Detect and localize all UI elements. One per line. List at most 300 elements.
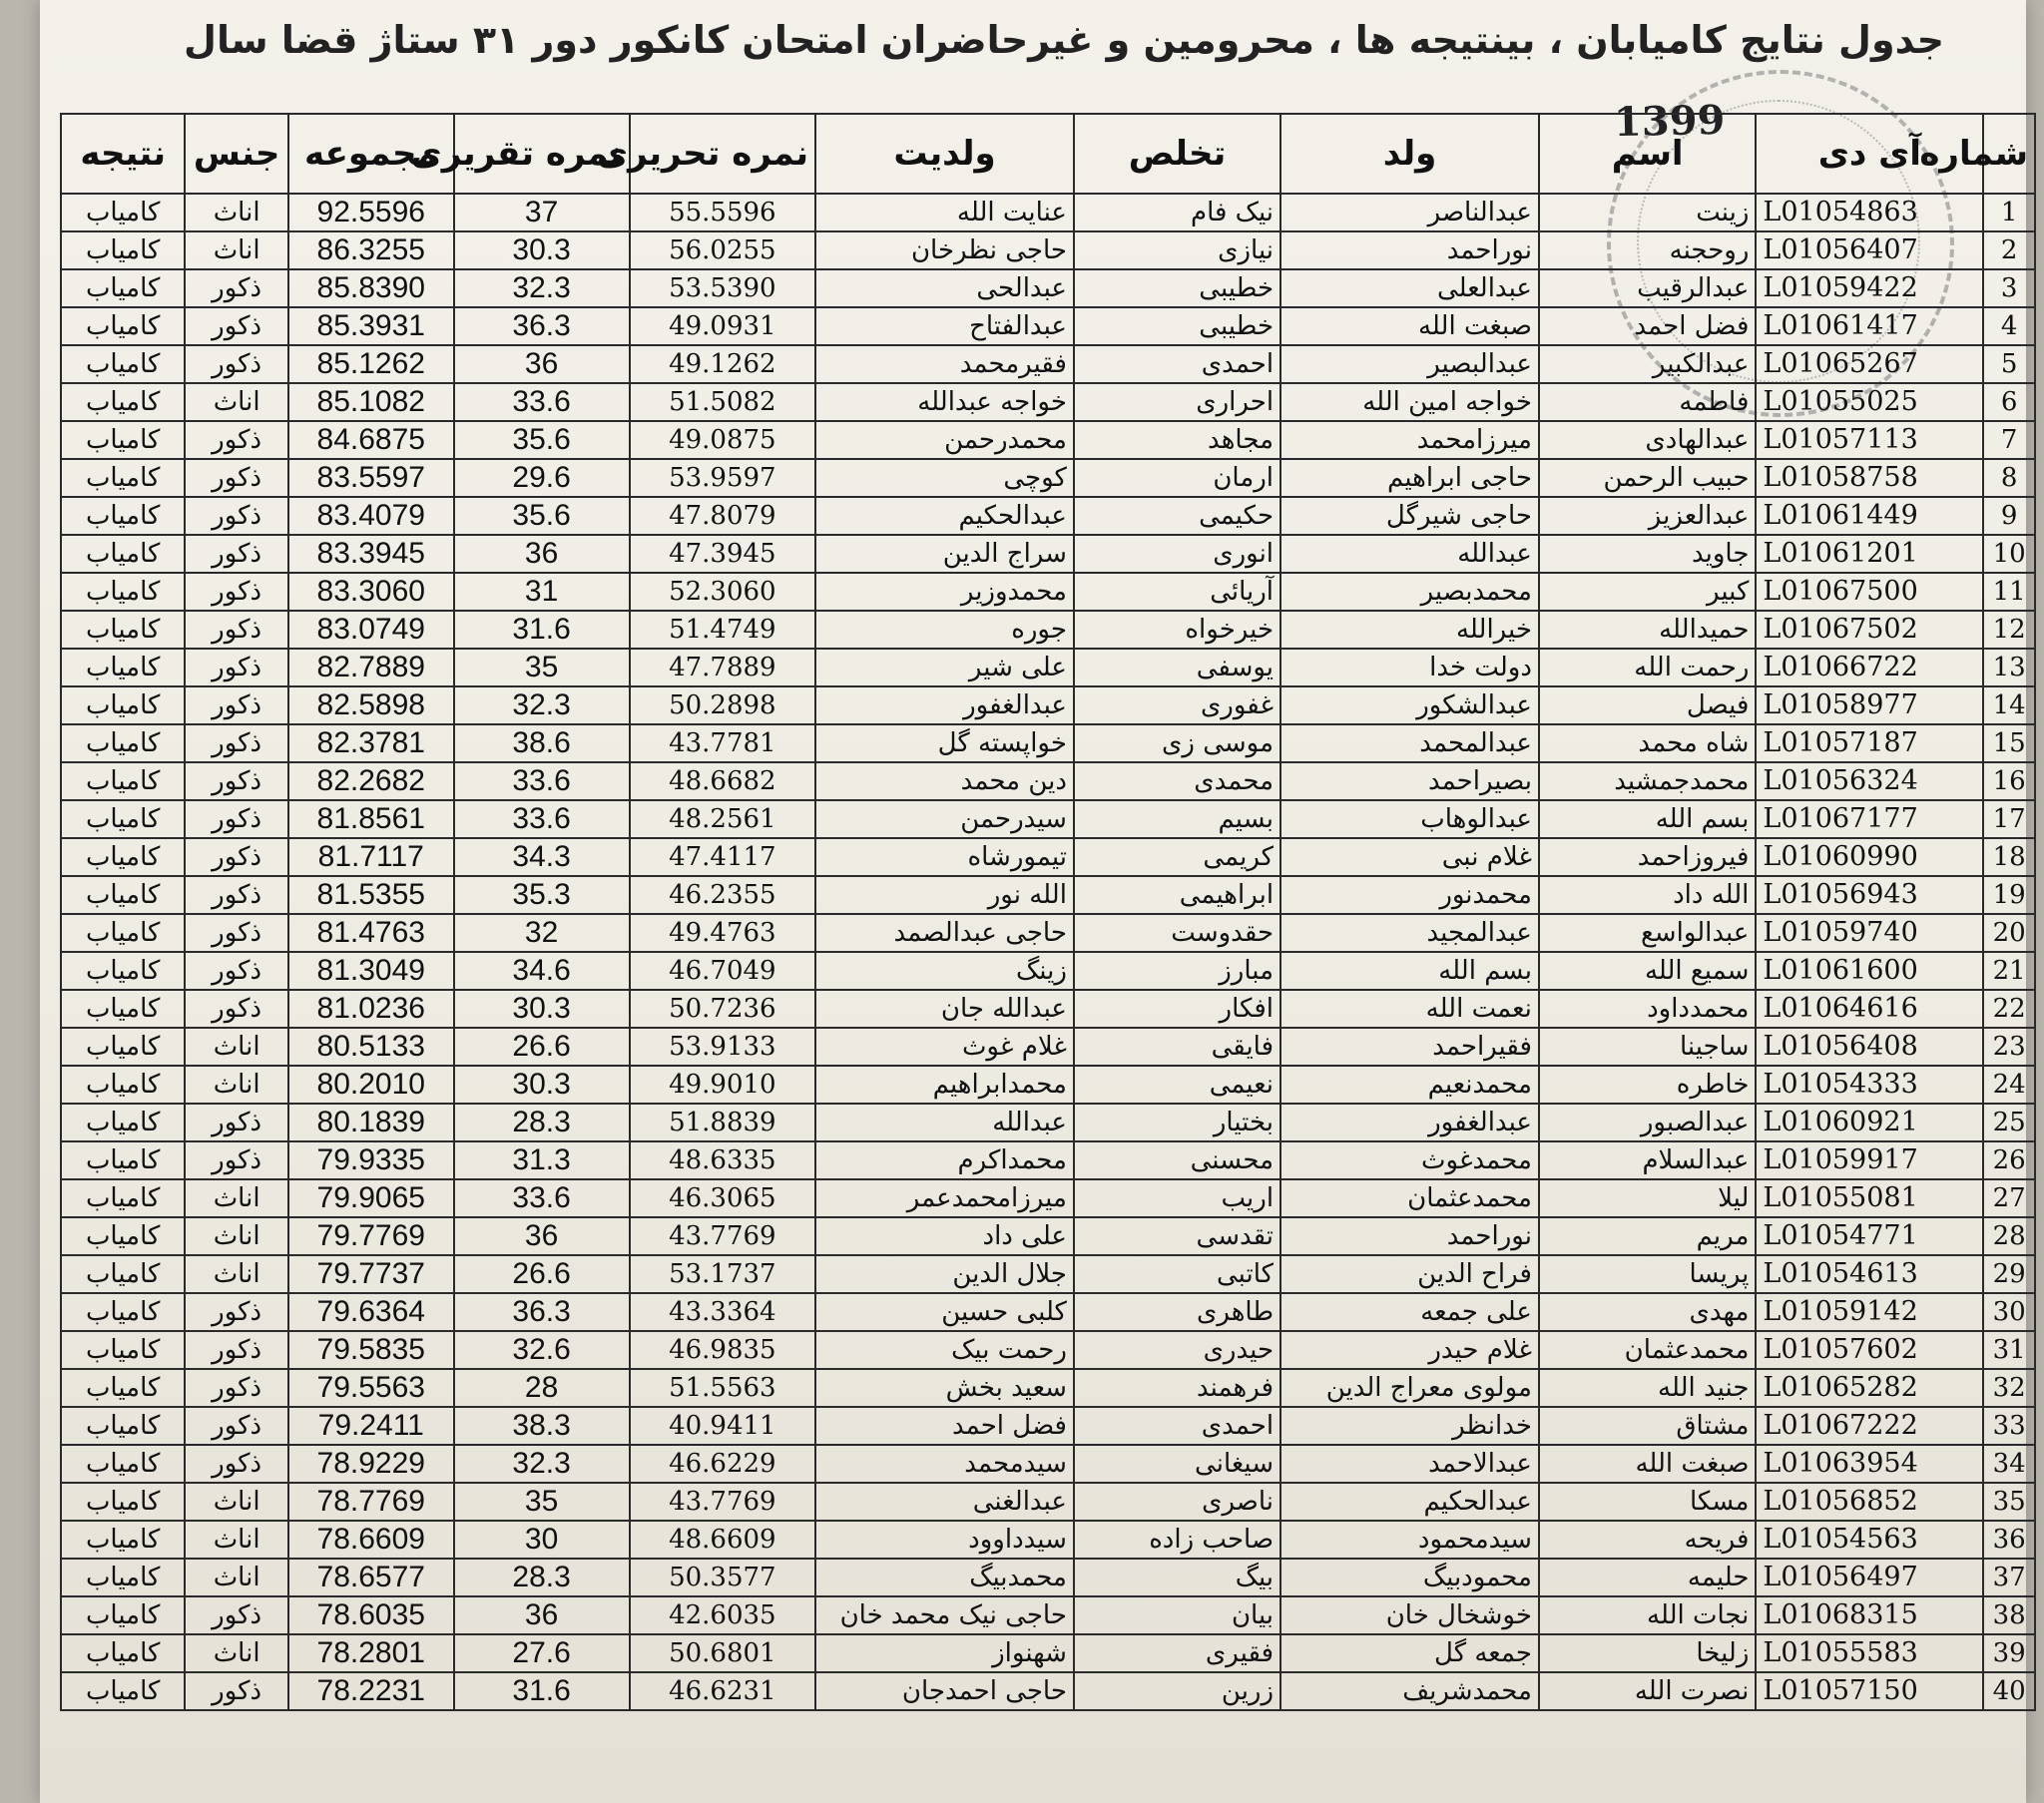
row-number-cell: 38 [1983,1596,2035,1634]
father-name-cell: علی جمعه [1280,1293,1539,1331]
gender-cell: ذکور [185,535,288,573]
oral-score-cell: 32 [454,914,630,952]
applicant-name-cell: فیروزاحمد [1539,838,1756,876]
surname-cell: تقدسی [1074,1217,1280,1255]
gender-cell: ذکور [185,1104,288,1141]
title-text: جدول نتایج کامیابان ، بینتیجه ها ، محرومین و غیرحاضران امتحان کانکور دور ۳۱ ستاژ قضا سال [183,18,1944,62]
grandfather-name-cell: خواجه عبدالله [815,383,1074,421]
oral-score-cell: 30 [454,1521,630,1559]
grandfather-name-cell: سراج الدین [815,535,1074,573]
table-row [61,800,2035,838]
applicant-name-cell: پریسا [1539,1255,1756,1293]
written-score-cell: 46.9835 [630,1331,815,1369]
written-score-cell: 49.4763 [630,914,815,952]
gender-cell: ذکور [185,1596,288,1634]
grandfather-name-cell: عبدالغفور [815,686,1074,724]
applicant-name-cell: مریم [1539,1217,1756,1255]
document-title-line1 [184,18,1944,62]
grandfather-name-cell: سعید بخش [815,1369,1074,1407]
grandfather-name-cell: عبدالفتاح [815,307,1074,345]
row-number-cell: 17 [1983,800,2035,838]
father-name-cell: بسم الله [1280,952,1539,990]
applicant-name-cell: خاطره [1539,1066,1756,1104]
grandfather-name-cell: حاجی نظرخان [815,231,1074,269]
surname-cell: انوری [1074,535,1280,573]
result-cell: کامیاب [61,1141,185,1179]
applicant-id-cell: L01056943 [1756,876,1983,914]
grandfather-name-cell: عبدالغنی [815,1483,1074,1521]
father-name-cell: محمدشریف [1280,1672,1539,1710]
father-name-cell: غلام نبی [1280,838,1539,876]
grandfather-name-cell: محمداکرم [815,1141,1074,1179]
oral-score-cell: 30.3 [454,231,630,269]
row-number-cell: 4 [1983,307,2035,345]
result-cell: کامیاب [61,876,185,914]
total-score-cell: 81.4763 [288,914,454,952]
oral-score-cell: 35.3 [454,876,630,914]
applicant-id-cell: L01067500 [1756,573,1983,611]
grandfather-name-cell: کوچی [815,459,1074,497]
result-cell: کامیاب [61,1445,185,1483]
applicant-id-cell: L01057113 [1756,421,1983,459]
row-number-cell: 1 [1983,194,2035,231]
applicant-id-cell: L01064616 [1756,990,1983,1028]
applicant-name-cell: سمیع الله [1539,952,1756,990]
written-score-cell: 42.6035 [630,1596,815,1634]
total-score-cell: 82.5898 [288,686,454,724]
father-name-cell: غلام حیدر [1280,1331,1539,1369]
surname-cell: حقدوست [1074,914,1280,952]
gender-cell: ذکور [185,914,288,952]
table-row [61,231,2035,269]
written-score-cell: 47.3945 [630,535,815,573]
total-score-cell: 81.8561 [288,800,454,838]
surname-cell: غفوری [1074,686,1280,724]
grandfather-name-cell: غلام غوث [815,1028,1074,1066]
surname-cell: موسی زی [1074,724,1280,762]
header-grandfather: ولدیت [815,114,1074,194]
table-row [61,952,2035,990]
written-score-cell: 47.8079 [630,497,815,535]
gender-cell: ذکور [185,1331,288,1369]
oral-score-cell: 33.6 [454,762,630,800]
applicant-id-cell: L01065267 [1756,345,1983,383]
row-number-cell: 14 [1983,686,2035,724]
row-number-cell: 23 [1983,1028,2035,1066]
father-name-cell: فراح الدین [1280,1255,1539,1293]
gender-cell: ذکور [185,800,288,838]
written-score-cell: 47.7889 [630,649,815,686]
written-score-cell: 53.1737 [630,1255,815,1293]
oral-score-cell: 31.3 [454,1141,630,1179]
result-cell: کامیاب [61,535,185,573]
total-score-cell: 80.1839 [288,1104,454,1141]
written-score-cell: 49.9010 [630,1066,815,1104]
written-score-cell: 46.3065 [630,1179,815,1217]
written-score-cell: 53.5390 [630,269,815,307]
written-score-cell: 49.0931 [630,307,815,345]
grandfather-name-cell: رحمت بیک [815,1331,1074,1369]
oral-score-cell: 28.3 [454,1559,630,1596]
table-row [61,1483,2035,1521]
table-row [61,573,2035,611]
grandfather-name-cell: سیدمحمد [815,1445,1074,1483]
written-score-cell: 53.9597 [630,459,815,497]
applicant-id-cell: L01054563 [1756,1521,1983,1559]
applicant-id-cell: L01059917 [1756,1141,1983,1179]
total-score-cell: 79.7737 [288,1255,454,1293]
result-cell: کامیاب [61,1596,185,1634]
applicant-id-cell: L01066722 [1756,649,1983,686]
applicant-name-cell: فاطمه [1539,383,1756,421]
table-row [61,1445,2035,1483]
surname-cell: احمدی [1074,1407,1280,1445]
total-score-cell: 78.9229 [288,1445,454,1483]
gender-cell: اناث [185,1559,288,1596]
table-row [61,1369,2035,1407]
applicant-id-cell: L01059740 [1756,914,1983,952]
gender-cell: ذکور [185,724,288,762]
applicant-id-cell: L01065282 [1756,1369,1983,1407]
applicant-name-cell: حبیب الرحمن [1539,459,1756,497]
total-score-cell: 83.3060 [288,573,454,611]
row-number-cell: 35 [1983,1483,2035,1521]
surname-cell: احمدی [1074,345,1280,383]
surname-cell: کاتبی [1074,1255,1280,1293]
grandfather-name-cell: حاجی نیک محمد خان [815,1596,1074,1634]
oral-score-cell: 36 [454,1217,630,1255]
header-surname: تخلص [1074,114,1280,194]
gender-cell: ذکور [185,421,288,459]
row-number-cell: 12 [1983,611,2035,649]
gender-cell: ذکور [185,838,288,876]
written-score-cell: 43.7769 [630,1483,815,1521]
row-number-cell: 33 [1983,1407,2035,1445]
applicant-id-cell: L01061201 [1756,535,1983,573]
written-score-cell: 40.9411 [630,1407,815,1445]
oral-score-cell: 26.6 [454,1255,630,1293]
total-score-cell: 78.2231 [288,1672,454,1710]
written-score-cell: 48.6335 [630,1141,815,1179]
grandfather-name-cell: عنایت الله [815,194,1074,231]
total-score-cell: 79.5563 [288,1369,454,1407]
total-score-cell: 81.5355 [288,876,454,914]
oral-score-cell: 35.6 [454,497,630,535]
total-score-cell: 85.3931 [288,307,454,345]
applicant-id-cell: L01060990 [1756,838,1983,876]
grandfather-name-cell: محمدرحمن [815,421,1074,459]
applicant-id-cell: L01067177 [1756,800,1983,838]
table-row [61,1407,2035,1445]
total-score-cell: 78.6577 [288,1559,454,1596]
oral-score-cell: 33.6 [454,1179,630,1217]
father-name-cell: عبدالحکیم [1280,1483,1539,1521]
written-score-cell: 49.1262 [630,345,815,383]
written-score-cell: 52.3060 [630,573,815,611]
gender-cell: ذکور [185,459,288,497]
applicant-name-cell: محمدجمشید [1539,762,1756,800]
row-number-cell: 21 [1983,952,2035,990]
header-row-no: شماره [1983,114,2035,194]
gender-cell: اناث [185,1634,288,1672]
applicant-id-cell: L01057602 [1756,1331,1983,1369]
result-cell: کامیاب [61,990,185,1028]
gender-cell: اناث [185,1179,288,1217]
oral-score-cell: 27.6 [454,1634,630,1672]
row-number-cell: 39 [1983,1634,2035,1672]
gender-cell: اناث [185,1028,288,1066]
table-row [61,1559,2035,1596]
written-score-cell: 56.0255 [630,231,815,269]
oral-score-cell: 30.3 [454,990,630,1028]
father-name-cell: دولت خدا [1280,649,1539,686]
table-row [61,1672,2035,1710]
header-written-score: نمره تحریری [630,114,815,194]
result-cell: کامیاب [61,1066,185,1104]
surname-cell: بختیار [1074,1104,1280,1141]
applicant-name-cell: جنید الله [1539,1369,1756,1407]
total-score-cell: 86.3255 [288,231,454,269]
row-number-cell: 9 [1983,497,2035,535]
row-number-cell: 6 [1983,383,2035,421]
total-score-cell: 85.1082 [288,383,454,421]
father-name-cell: عبدالناصر [1280,194,1539,231]
written-score-cell: 50.2898 [630,686,815,724]
oral-score-cell: 38.3 [454,1407,630,1445]
oral-score-cell: 33.6 [454,383,630,421]
result-cell: کامیاب [61,1634,185,1672]
result-cell: کامیاب [61,459,185,497]
row-number-cell: 31 [1983,1331,2035,1369]
applicant-name-cell: محمدداود [1539,990,1756,1028]
total-score-cell: 79.6364 [288,1293,454,1331]
applicant-name-cell: عبدالرقیب [1539,269,1756,307]
applicant-id-cell: L01061449 [1756,497,1983,535]
result-cell: کامیاب [61,838,185,876]
table-row [61,1066,2035,1104]
total-score-cell: 80.5133 [288,1028,454,1066]
table-row [61,345,2035,383]
surname-cell: کریمی [1074,838,1280,876]
applicant-id-cell: L01067222 [1756,1407,1983,1445]
table-row [61,421,2035,459]
written-score-cell: 50.3577 [630,1559,815,1596]
applicant-id-cell: L01055583 [1756,1634,1983,1672]
row-number-cell: 24 [1983,1066,2035,1104]
gender-cell: ذکور [185,269,288,307]
applicant-id-cell: L01056324 [1756,762,1983,800]
total-score-cell: 83.3945 [288,535,454,573]
header-result: نتیجه [61,114,185,194]
row-number-cell: 3 [1983,269,2035,307]
result-cell: کامیاب [61,194,185,231]
total-score-cell: 78.6035 [288,1596,454,1634]
header-name: اسم [1539,114,1756,194]
row-number-cell: 15 [1983,724,2035,762]
total-score-cell: 83.4079 [288,497,454,535]
surname-cell: بیگ [1074,1559,1280,1596]
oral-score-cell: 26.6 [454,1028,630,1066]
applicant-id-cell: L01054613 [1756,1255,1983,1293]
row-number-cell: 26 [1983,1141,2035,1179]
father-name-cell: محمدبصیر [1280,573,1539,611]
result-cell: کامیاب [61,497,185,535]
father-name-cell: محمدنور [1280,876,1539,914]
grandfather-name-cell: علی داد [815,1217,1074,1255]
table-row [61,307,2035,345]
grandfather-name-cell: فقیرمحمد [815,345,1074,383]
written-score-cell: 53.9133 [630,1028,815,1066]
applicant-name-cell: فیصل [1539,686,1756,724]
gender-cell: اناث [185,383,288,421]
total-score-cell: 82.3781 [288,724,454,762]
father-name-cell: خوشخال خان [1280,1596,1539,1634]
surname-cell: احراری [1074,383,1280,421]
applicant-name-cell: نجات الله [1539,1596,1756,1634]
applicant-name-cell: حمیدالله [1539,611,1756,649]
result-cell: کامیاب [61,686,185,724]
applicant-id-cell: L01068315 [1756,1596,1983,1634]
gender-cell: اناث [185,1066,288,1104]
table-row [61,1255,2035,1293]
row-number-cell: 7 [1983,421,2035,459]
total-score-cell: 78.7769 [288,1483,454,1521]
surname-cell: ارمان [1074,459,1280,497]
surname-cell: خطیبی [1074,307,1280,345]
table-row [61,1217,2035,1255]
result-cell: کامیاب [61,649,185,686]
grandfather-name-cell: میرزامحمدعمر [815,1179,1074,1217]
applicant-name-cell: جاوید [1539,535,1756,573]
grandfather-name-cell: عبدالحکیم [815,497,1074,535]
oral-score-cell: 32.3 [454,686,630,724]
table-row [61,1104,2035,1141]
father-name-cell: حاجی ابراهیم [1280,459,1539,497]
father-name-cell: نوراحمد [1280,1217,1539,1255]
result-cell: کامیاب [61,383,185,421]
applicant-id-cell: L01055081 [1756,1179,1983,1217]
applicant-name-cell: عبدالعزیز [1539,497,1756,535]
grandfather-name-cell: زینگ [815,952,1074,990]
total-score-cell: 85.1262 [288,345,454,383]
oral-score-cell: 38.6 [454,724,630,762]
table-row [61,762,2035,800]
oral-score-cell: 29.6 [454,459,630,497]
table-row [61,1521,2035,1559]
gender-cell: ذکور [185,1293,288,1331]
result-cell: کامیاب [61,952,185,990]
gender-cell: ذکور [185,990,288,1028]
surname-cell: طاهری [1074,1293,1280,1331]
father-name-cell: فقیراحمد [1280,1028,1539,1066]
result-cell: کامیاب [61,307,185,345]
father-name-cell: سیدمحمود [1280,1521,1539,1559]
grandfather-name-cell: کلبی حسین [815,1293,1074,1331]
total-score-cell: 79.2411 [288,1407,454,1445]
row-number-cell: 2 [1983,231,2035,269]
written-score-cell: 49.0875 [630,421,815,459]
table-row [61,838,2035,876]
result-cell: کامیاب [61,611,185,649]
grandfather-name-cell: تیمورشاه [815,838,1074,876]
applicant-name-cell: بسم الله [1539,800,1756,838]
row-number-cell: 19 [1983,876,2035,914]
oral-score-cell: 32.6 [454,1331,630,1369]
row-number-cell: 20 [1983,914,2035,952]
applicant-id-cell: L01056407 [1756,231,1983,269]
oral-score-cell: 35 [454,649,630,686]
written-score-cell: 51.5082 [630,383,815,421]
written-score-cell: 46.6229 [630,1445,815,1483]
father-name-cell: عبدالغفور [1280,1104,1539,1141]
header-father: ولد [1280,114,1539,194]
total-score-cell: 92.5596 [288,194,454,231]
oral-score-cell: 36 [454,535,630,573]
total-score-cell: 78.6609 [288,1521,454,1559]
grandfather-name-cell: خواپسته گل [815,724,1074,762]
surname-cell: نیازی [1074,231,1280,269]
applicant-id-cell: L01056852 [1756,1483,1983,1521]
oral-score-cell: 34.3 [454,838,630,876]
surname-cell: آریائی [1074,573,1280,611]
applicant-id-cell: L01054771 [1756,1217,1983,1255]
written-score-cell: 48.6682 [630,762,815,800]
surname-cell: خطیبی [1074,269,1280,307]
result-cell: کامیاب [61,1028,185,1066]
applicant-id-cell: L01060921 [1756,1104,1983,1141]
table-row [61,269,2035,307]
oral-score-cell: 34.6 [454,952,630,990]
oral-score-cell: 33.6 [454,800,630,838]
father-name-cell: حاجی شیرگل [1280,497,1539,535]
row-number-cell: 28 [1983,1217,2035,1255]
table-row [61,459,2035,497]
table-row [61,1293,2035,1331]
result-cell: کامیاب [61,1104,185,1141]
father-name-cell: جمعه گل [1280,1634,1539,1672]
total-score-cell: 81.3049 [288,952,454,990]
grandfather-name-cell: حاجی عبدالصمد [815,914,1074,952]
surname-cell: یوسفی [1074,649,1280,686]
surname-cell: مبارز [1074,952,1280,990]
table-body [61,194,2035,1710]
applicant-id-cell: L01059142 [1756,1293,1983,1331]
gender-cell: ذکور [185,573,288,611]
oral-score-cell: 35 [454,1483,630,1521]
applicant-name-cell: ساجینا [1539,1028,1756,1066]
father-name-cell: عبدالاحمد [1280,1445,1539,1483]
gender-cell: اناث [185,194,288,231]
result-cell: کامیاب [61,269,185,307]
table-row [61,535,2035,573]
table-row [61,990,2035,1028]
oral-score-cell: 32.3 [454,1445,630,1483]
father-name-cell: محمدغوث [1280,1141,1539,1179]
applicant-name-cell: مشتاق [1539,1407,1756,1445]
surname-cell: محسنی [1074,1141,1280,1179]
table-row [61,1028,2035,1066]
written-score-cell: 46.2355 [630,876,815,914]
grandfather-name-cell: الله نور [815,876,1074,914]
gender-cell: ذکور [185,1445,288,1483]
table-row [61,611,2035,649]
gender-cell: اناث [185,1255,288,1293]
result-cell: کامیاب [61,231,185,269]
total-score-cell: 82.2682 [288,762,454,800]
surname-cell: فرهمند [1074,1369,1280,1407]
written-score-cell: 48.6609 [630,1521,815,1559]
written-score-cell: 43.7781 [630,724,815,762]
